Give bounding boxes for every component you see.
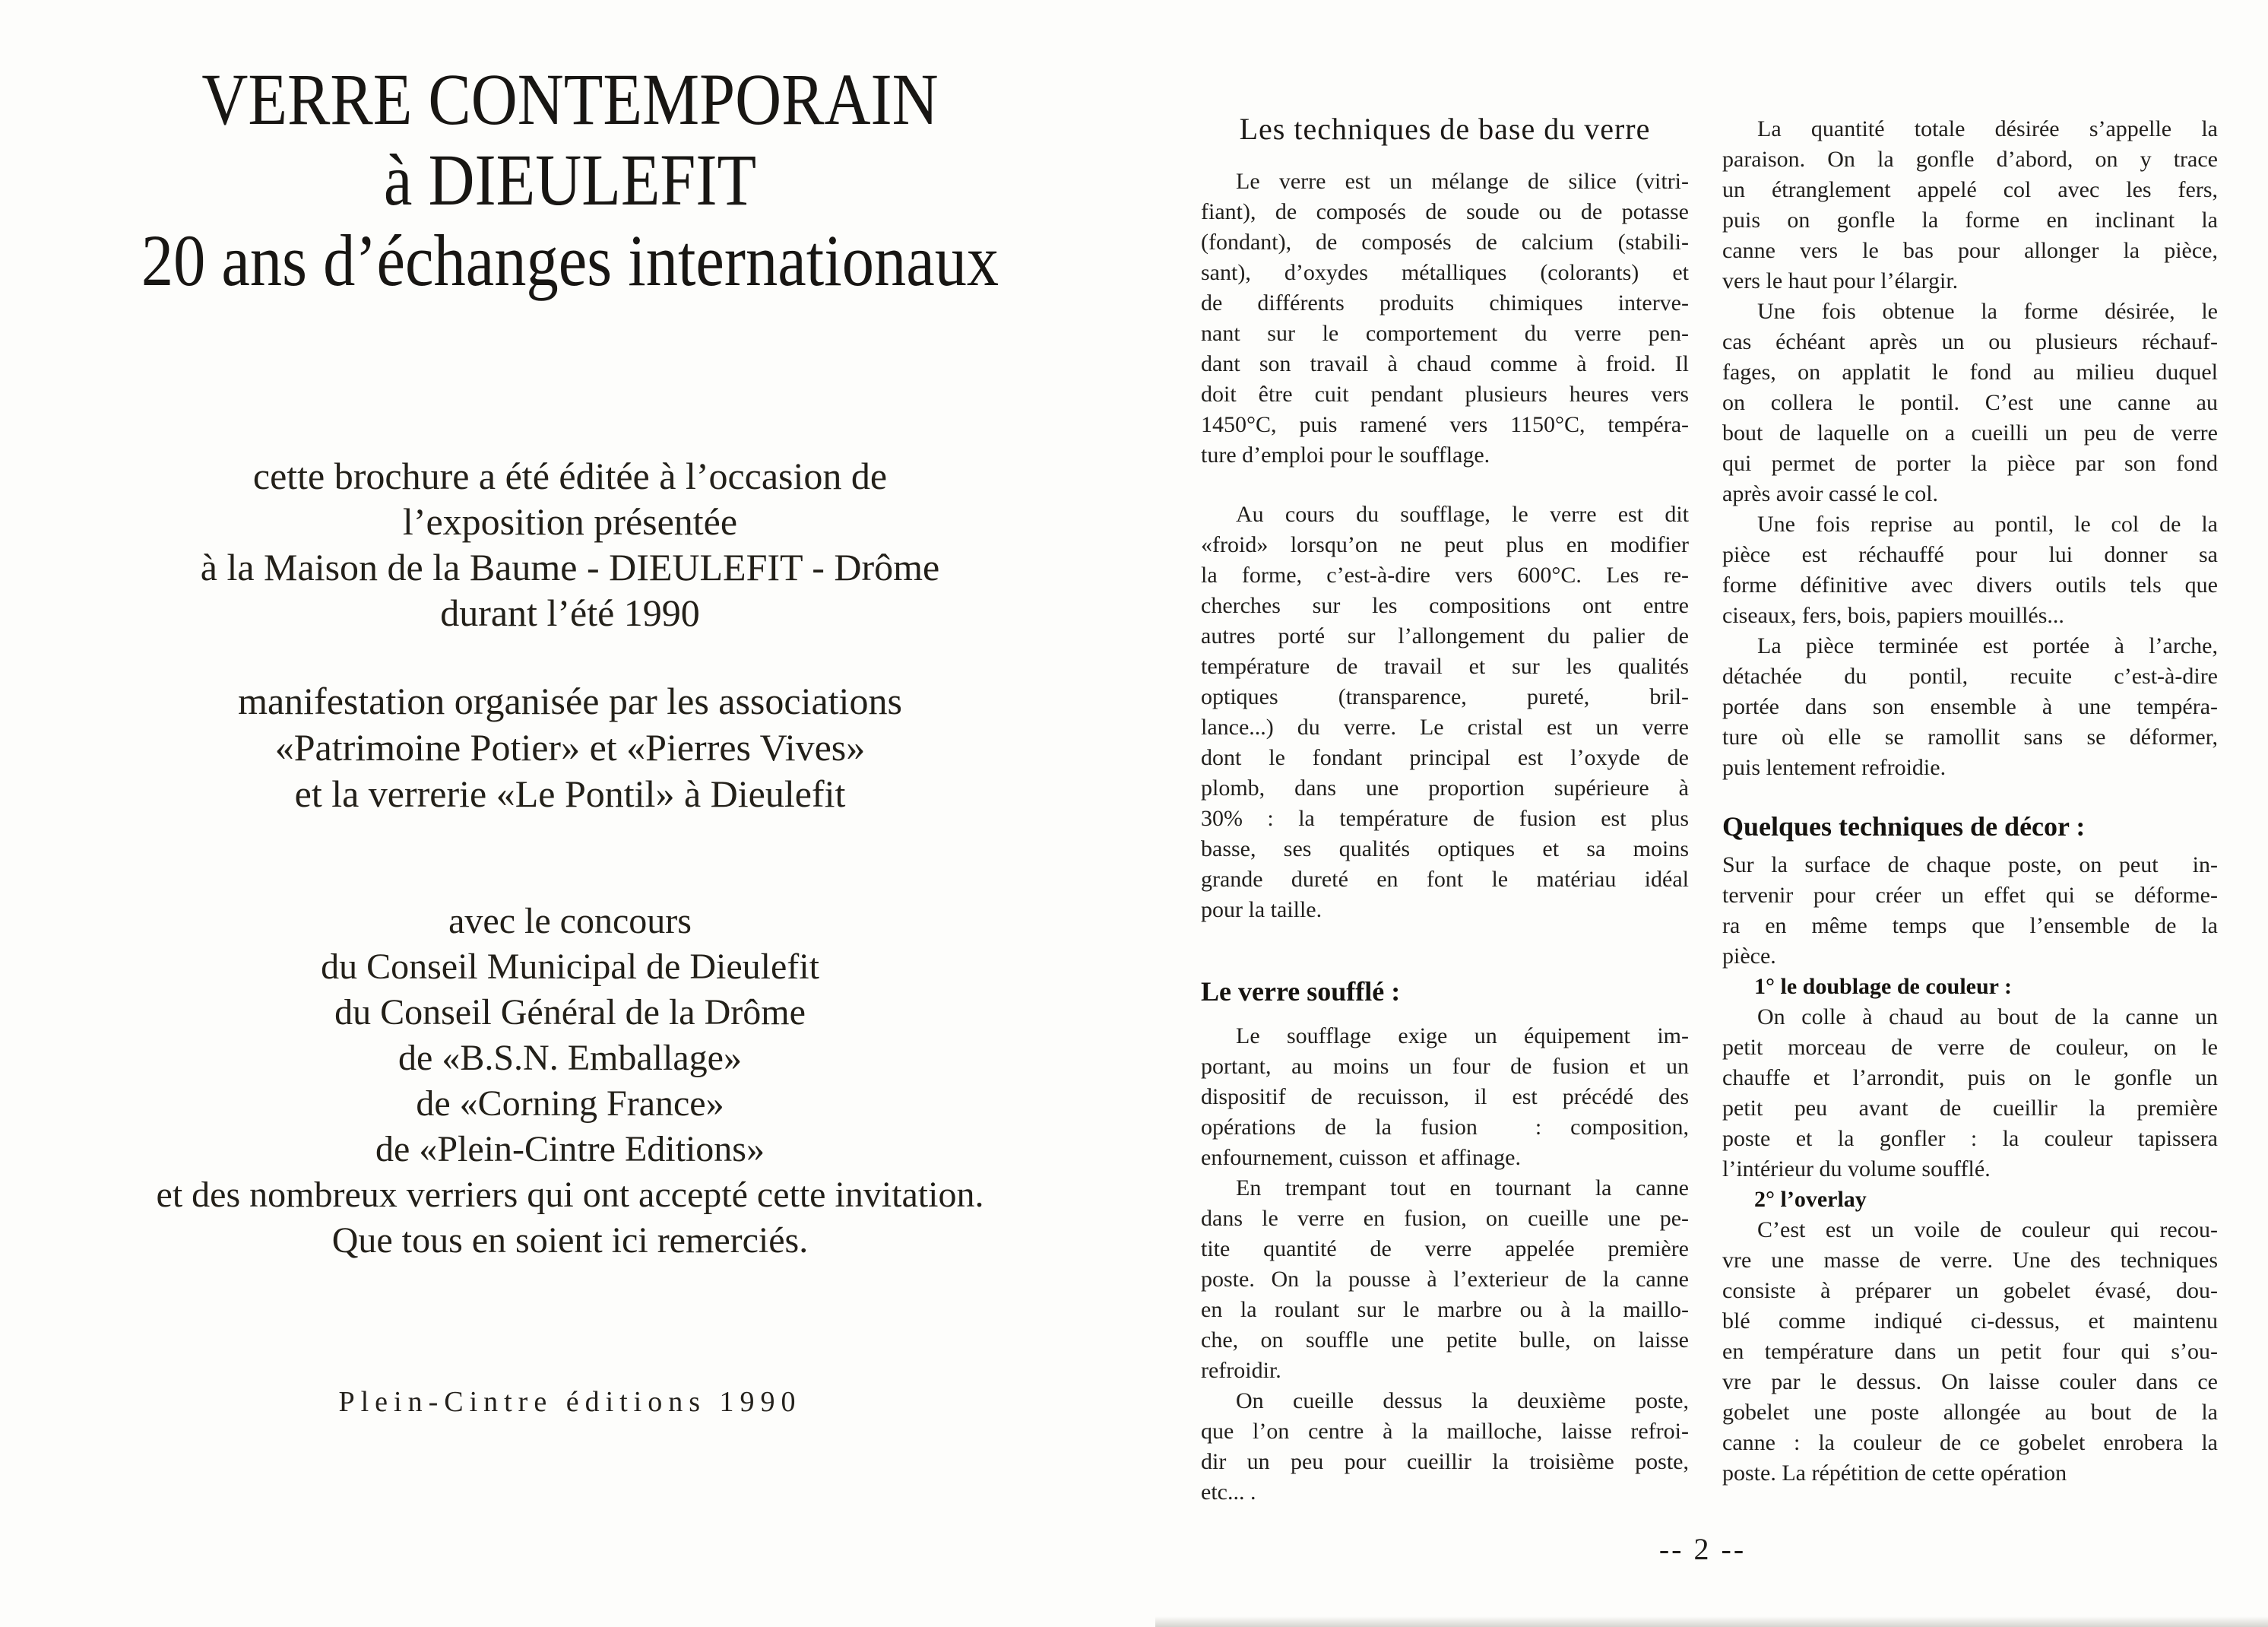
text-line: che, on souffle une petite bulle, on laisse (1201, 1327, 1689, 1353)
paragraph-soufflage-equipement (1201, 1021, 1689, 1173)
article-column-1 (1201, 111, 1689, 1508)
text-line: lance...) du verre. Le cristal est un verre (1201, 715, 1689, 740)
text-line: enfournement, cuisson et affinage. (1201, 1145, 1521, 1170)
text-line: du Conseil Général de la Drôme (334, 992, 806, 1032)
text-line: pièce est réchauffé pour lui donner sa (1722, 542, 2218, 567)
text-line: un étranglement appelé col avec les fers, (1722, 177, 2218, 202)
text-line: que l’on centre à la mailloche, laisse refroi- (1201, 1419, 1689, 1444)
text-line: portant, au moins un four de fusion et un (1201, 1054, 1689, 1079)
text-line: vers le haut pour l’élargir. (1722, 268, 1959, 293)
edition-note (0, 453, 1140, 636)
text-line: La pièce terminée est portée à l’arche, (1757, 633, 2218, 658)
sponsors-note (0, 899, 1140, 1264)
text-line: de «Plein-Cintre Editions» (375, 1129, 765, 1169)
text-line: (fondant), de composés de calcium (stabili- (1201, 230, 1689, 255)
text-line: Une fois reprise au pontil, le col de la (1757, 512, 2218, 537)
page-title (68, 59, 1072, 301)
organizers-note (0, 678, 1140, 817)
text-line: et des nombreux verriers qui ont accepté cette invitation. (156, 1175, 984, 1215)
text-line: basse, ses qualités optiques et sa moins (1201, 836, 1689, 861)
subheading-techniques-decor: Quelques techniques de décor : (1722, 811, 2086, 842)
text-line: poste et la gonfler : la couleur tapissera (1722, 1126, 2218, 1151)
text-line: poste. La répétition de cette opération (1722, 1460, 2067, 1486)
text-line: canne : la couleur de ce gobelet enrobera la (1722, 1430, 2218, 1455)
text-line: refroidir. (1201, 1358, 1281, 1383)
text-line: vre une masse de verre. Une des techniques (1722, 1248, 2218, 1273)
text-line: portée dans son ensemble à une tempéra- (1722, 694, 2218, 719)
text-line: paraison. On la gonfle d’abord, on y trace (1722, 147, 2218, 172)
text-line: bout de laquelle on a cueilli un peu de verre (1722, 420, 2218, 446)
text-line: optiques (transparence, pureté, bril- (1201, 684, 1689, 709)
text-line: ture d’emploi pour le soufflage. (1201, 442, 1490, 468)
text-line: durant l’été 1990 (440, 591, 700, 634)
text-line: Sur la surface de chaque poste, on peut in- (1722, 852, 2218, 877)
paragraph-paraison (1722, 114, 2218, 297)
text-line: chauffe et l’arrondit, puis on le gonfle un (1722, 1065, 2218, 1090)
text-line: En trempant tout en tournant la canne (1236, 1175, 1689, 1200)
text-line: à DIEULEFIT (383, 139, 757, 220)
text-line: du Conseil Municipal de Dieulefit (321, 947, 819, 987)
text-line: dont le fondant principal est l’oxyde de (1201, 745, 1689, 770)
text-line: tite quantité de verre appelée première (1201, 1236, 1689, 1261)
text-line: cas échéant après un ou plusieurs réchauf- (1722, 329, 2218, 354)
paragraph-doublage-couleur (1722, 1002, 2218, 1185)
text-line: 30% : la température de fusion est plus (1201, 806, 1689, 831)
text-line: «Patrimoine Potier» et «Pierres Vives» (274, 726, 866, 769)
text-line: dir un peu pour cueillir la troisième poste, (1201, 1449, 1689, 1474)
page-number: -- 2 -- (1658, 1532, 1747, 1566)
text-line: ciseaux, fers, bois, papiers mouillés... (1722, 603, 2064, 628)
text-line: C’est est un voile de couleur qui recou- (1757, 1217, 2218, 1242)
text-line: température de travail et sur les qualités (1201, 654, 1689, 679)
subitem-doublage-couleur: 1° le doublage de couleur : (1754, 974, 2012, 999)
text-line: manifestation organisée par les associations (238, 680, 902, 722)
text-line: de «Corning France» (416, 1083, 724, 1124)
text-line: à la Maison de la Baume - DIEULEFIT - Drôme (200, 546, 940, 588)
subheading-verre-souffle: Le verre soufflé : (1201, 976, 1401, 1007)
text-line: plomb, dans une proportion supérieure à (1201, 775, 1689, 801)
text-line: On colle à chaud au bout de la canne un (1757, 1004, 2218, 1029)
text-line: 20 ans d’échanges internationaux (141, 220, 999, 301)
text-line: cette brochure a été éditée à l’occasion de (252, 455, 888, 497)
text-line: sant), d’oxydes métalliques (colorants) et (1201, 260, 1689, 285)
text-line: dant son travail à chaud comme à froid. Il (1201, 351, 1689, 376)
text-line: détachée du pontil, recuite c’est-à-dire (1722, 664, 2218, 689)
text-line: grande dureté en font le matériau idéal (1201, 867, 1689, 892)
text-line: opérations de la fusion : composition, (1201, 1115, 1689, 1140)
text-line: après avoir cassé le col. (1722, 481, 1939, 506)
text-line: l’intérieur du volume soufflé. (1722, 1156, 1991, 1181)
text-line: Le verre est un mélange de silice (vitri- (1236, 169, 1689, 194)
paragraph-piece-terminee (1722, 631, 2218, 783)
text-line: en température dans un petit four qui s’ou- (1722, 1339, 2218, 1364)
paragraph-surface-poste (1722, 850, 2218, 972)
text-line: «froid» lorsqu’on ne peut plus en modifier (1201, 532, 1689, 557)
text-line: dans le verre en fusion, on cueille une pe- (1201, 1206, 1689, 1231)
text-line: dispositif de recuisson, il est précédé des (1201, 1084, 1689, 1109)
text-line: et la verrerie «Le Pontil» à Dieulefit (294, 772, 846, 815)
text-line: blé comme indiqué ci-dessus, et maintenu (1722, 1308, 2218, 1334)
text-line: la forme, c’est-à-dire vers 600°C. Les re- (1201, 563, 1689, 588)
text-line: Une fois obtenue la forme désirée, le (1757, 299, 2218, 324)
text-line: ra en même temps que l’ensemble de la (1722, 913, 2218, 938)
text-line: qui permet de porter la pièce par son fond (1722, 451, 2218, 476)
paragraph-en-trempant (1201, 1173, 1689, 1386)
text-line: l’exposition présentée (402, 500, 738, 543)
text-line: 1450°C, puis ramené vers 1150°C, tempéra- (1201, 412, 1689, 437)
text-line: Le soufflage exige un équipement im- (1236, 1023, 1689, 1048)
text-line: consiste à préparer un gobelet évasé, dou- (1722, 1278, 2218, 1303)
text-line: On cueille dessus la deuxième poste, (1236, 1388, 1689, 1413)
text-line: petit morceau de verre de couleur, on le (1722, 1035, 2218, 1060)
text-line: puis on gonfle la forme en inclinant la (1722, 208, 2218, 233)
text-line: canne vers le bas pour allonger la pièce, (1722, 238, 2218, 263)
text-line: Que tous en soient ici remerciés. (331, 1220, 809, 1261)
text-line: de différents produits chimiques interve- (1201, 290, 1689, 316)
text-line: Au cours du soufflage, le verre est dit (1236, 502, 1689, 527)
text-line: vre par le dessus. On laisse couler dans ce (1722, 1369, 2218, 1394)
text-line: ture où elle se ramollit sans se déformer, (1722, 725, 2218, 750)
text-line: petit peu avant de cueillir la première (1722, 1096, 2218, 1121)
text-line: en la roulant sur le marbre ou à la maillo- (1201, 1297, 1689, 1322)
text-line: cherches sur les compositions ont entre (1201, 593, 1689, 618)
text-line: fages, on applatit le fond au milieu duquel (1722, 360, 2218, 385)
column1-heading: Les techniques de base du verre (1239, 112, 1651, 146)
scan-edge-shadow (1155, 1616, 2268, 1627)
text-line: pour la taille. (1201, 897, 1322, 922)
text-line: avec le concours (448, 901, 692, 941)
imprint-line: Plein-Cintre éditions 1990 (338, 1386, 802, 1418)
text-line: etc... . (1201, 1480, 1256, 1505)
text-line: nant sur le comportement du verre pen- (1201, 321, 1689, 346)
text-line: doit être cuit pendant plusieurs heures vers (1201, 382, 1689, 407)
paragraph-deuxieme-poste (1201, 1386, 1689, 1508)
text-line: de «B.S.N. Emballage» (398, 1038, 742, 1078)
text-line: pièce. (1722, 944, 1776, 969)
text-line: poste. On la pousse à l’exterieur de la canne (1201, 1267, 1689, 1292)
text-line: tervenir pour créer un effet qui se déforme- (1722, 883, 2218, 908)
text-line: VERRE CONTEMPORAIN (201, 59, 939, 140)
text-line: autres porté sur l’allongement du palier de (1201, 623, 1689, 649)
text-line: La quantité totale désirée s’appelle la (1757, 116, 2218, 141)
article-column-2 (1722, 114, 2218, 1489)
paragraph-au-cours-du-soufflage (1201, 500, 1689, 925)
text-line: puis lentement refroidie. (1722, 755, 1946, 780)
paragraph-forme-desiree (1722, 297, 2218, 509)
paragraph-verre-melange (1201, 167, 1689, 471)
paragraph-reprise-au-pontil (1722, 509, 2218, 631)
paragraph-overlay (1722, 1215, 2218, 1489)
text-line: fiant), de composés de soude ou de potasse (1201, 199, 1689, 224)
text-line: forme définitive avec divers outils tels que (1722, 572, 2218, 598)
text-line: on collera le pontil. C’est une canne au (1722, 390, 2218, 415)
text-line: gobelet une poste allongée au bout de la (1722, 1400, 2218, 1425)
subitem-overlay: 2° l’overlay (1754, 1187, 1867, 1212)
